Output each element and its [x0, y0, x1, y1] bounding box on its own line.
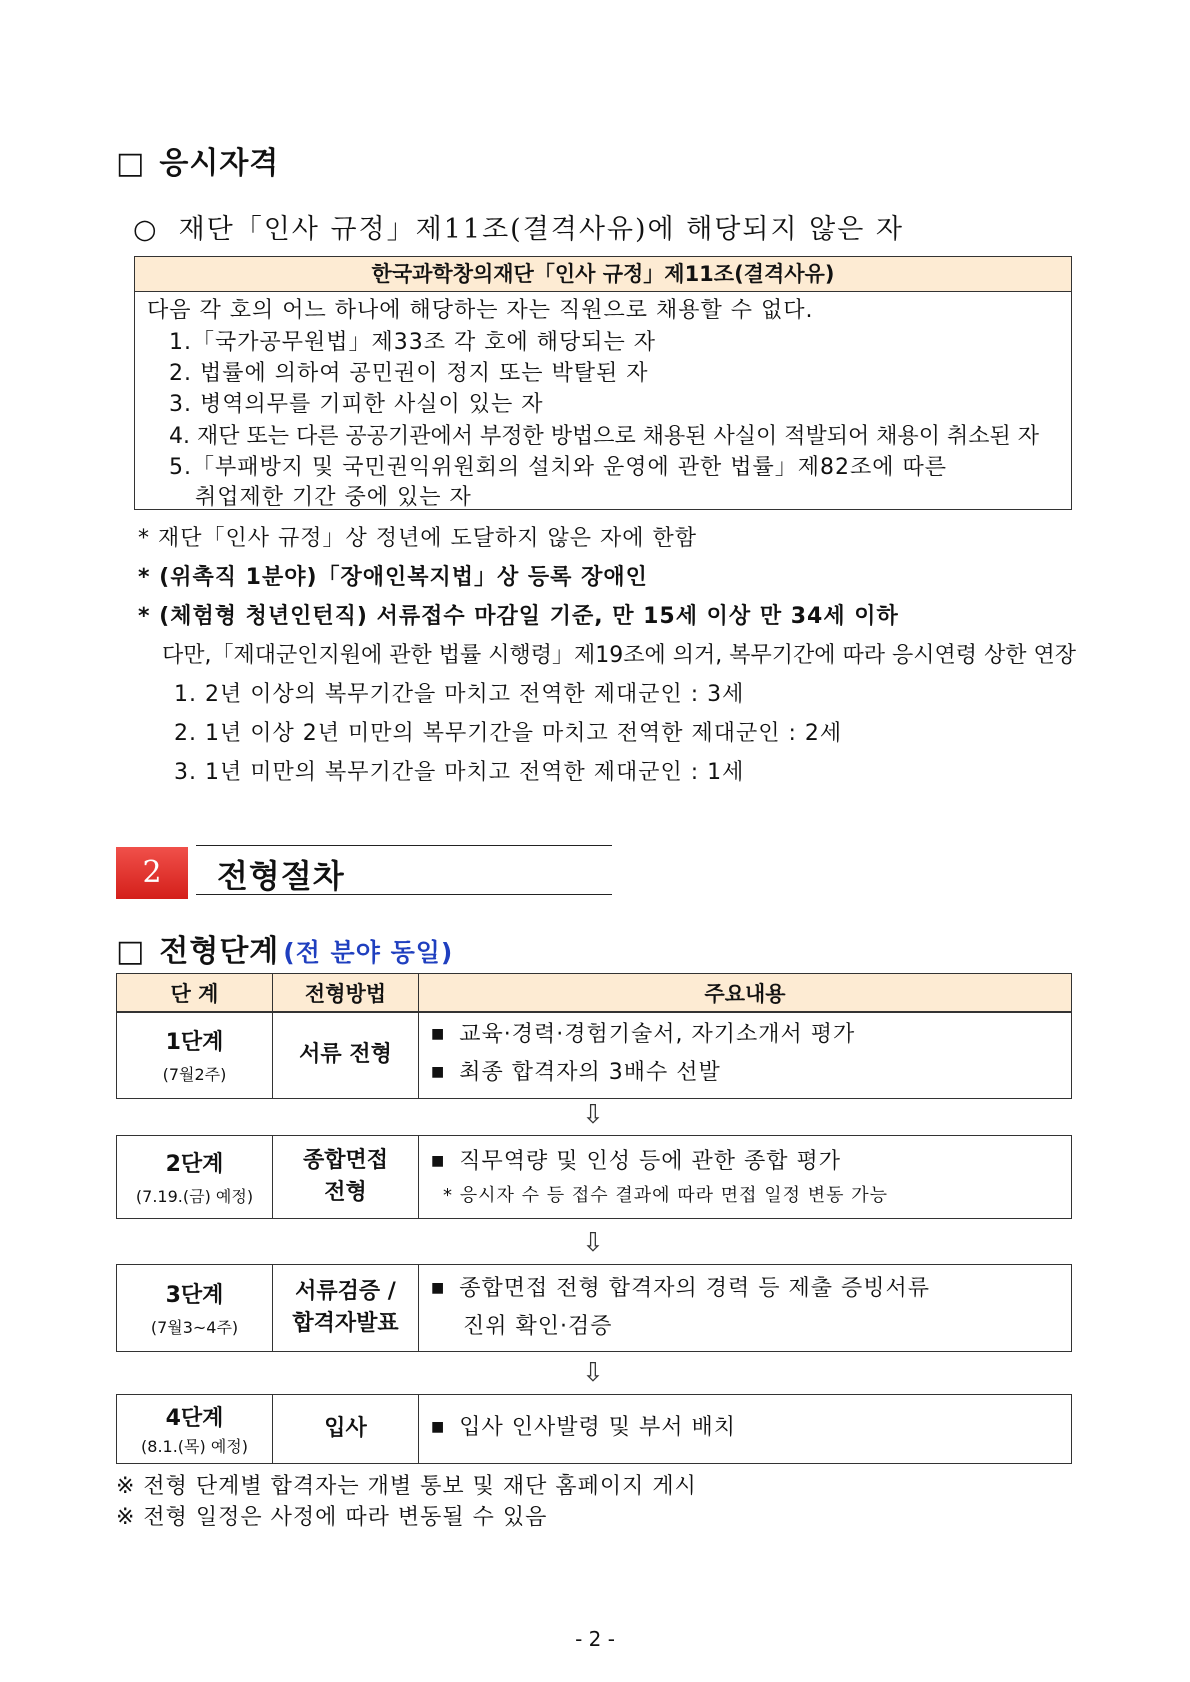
stage-name: 1단계 — [165, 1030, 224, 1055]
down-arrow-icon: ⇩ — [582, 1358, 604, 1388]
stage-date: (8.1.(목) 예정) — [141, 1437, 248, 1456]
section-rule-bottom — [196, 894, 612, 895]
page-number: - 2 - — [575, 1627, 615, 1651]
header-stage: 단 계 — [117, 974, 273, 1012]
header-method: 전형방법 — [273, 974, 419, 1012]
square-bullet-icon: ■ — [431, 1064, 446, 1080]
method-cell — [273, 1395, 419, 1463]
footnote: ※ 전형 단계별 합격자는 개별 통보 및 재단 홈페이지 게시 — [116, 1474, 697, 1499]
method-text: 합격자발표 — [292, 1311, 399, 1336]
section-title: 응시자격 — [159, 146, 280, 181]
stage-cell — [117, 1395, 273, 1463]
stage-date: (7월3~4주) — [150, 1318, 239, 1337]
square-bullet-icon: ■ — [431, 1419, 446, 1435]
stages-tag: (전 분야 동일) — [283, 938, 454, 967]
regulation-box — [134, 256, 1072, 510]
regulation-item: 5.「부패방지 및 국민권익위원회의 설치와 운영에 관한 법률」제82조에 따른 — [169, 455, 947, 480]
square-bullet-icon: ■ — [431, 1026, 446, 1042]
content-text: 최종 합격자의 3배수 선발 — [459, 1060, 721, 1085]
regulation-item: 1.「국가공무원법」제33조 각 호에 해당되는 자 — [169, 330, 656, 355]
method-cell — [273, 1136, 419, 1218]
content-text: 종합면접 전형 합격자의 경력 등 제출 증빙서류 — [459, 1276, 930, 1301]
stage-cell — [117, 1136, 273, 1218]
method-cell — [273, 1265, 419, 1351]
stage-name: 3단계 — [165, 1283, 224, 1308]
content-cell — [419, 1136, 1071, 1218]
content-text: 입사 인사발령 및 부서 배치 — [459, 1415, 736, 1440]
stage-date: (7.19.(금) 예정) — [135, 1187, 254, 1206]
stage-cell — [117, 1265, 273, 1351]
method-text: 전형 — [324, 1180, 367, 1205]
footnote: ※ 전형 일정은 사정에 따라 변동될 수 있음 — [116, 1505, 548, 1530]
content-cell — [419, 1395, 1071, 1463]
content-text: 교육·경력·경험기술서, 자기소개서 평가 — [459, 1022, 856, 1047]
method-text: 입사 — [324, 1416, 367, 1441]
regulation-item: 3. 병역의무를 기피한 사실이 있는 자 — [169, 392, 544, 417]
note-veteran-item: 3. 1년 미만의 복무기간을 마치고 전역한 제대군인 : 1세 — [174, 760, 745, 785]
note-disability: * (위촉직 1분야)「장애인복지법」상 등록 장애인 — [138, 565, 648, 590]
note-veteran-extension: 다만,「제대군인지원에 관한 법률 시행령」제19조에 의거, 복무기간에 따라 응시연령 상한 연장 — [162, 643, 1076, 668]
method-text: 서류검증 / — [295, 1279, 396, 1304]
regulation-item: 2. 법률에 의하여 공민권이 정지 또는 박탈된 자 — [169, 361, 649, 386]
stage-cell — [117, 1012, 273, 1098]
header-content: 주요내용 — [419, 974, 1071, 1012]
criterion-text: 재단「인사 규정」제11조(결격사유)에 해당되지 않은 자 — [178, 214, 904, 245]
note-veteran-item: 2. 1년 이상 2년 미만의 복무기간을 마치고 전역한 제대군인 : 2세 — [174, 721, 843, 746]
note-retirement: * 재단「인사 규정」상 정년에 도달하지 않은 자에 한함 — [138, 526, 697, 551]
criterion-line — [133, 207, 904, 246]
method-text: 종합면접 — [302, 1148, 388, 1173]
circle-bullet-icon: ○ — [133, 214, 159, 245]
checkbox-square-icon: □ — [116, 146, 146, 181]
stage-row-1 — [116, 1011, 1072, 1099]
content-note: * 응시자 수 등 접수 결과에 따라 면접 일정 변동 가능 — [443, 1185, 888, 1206]
stage-name: 4단계 — [165, 1406, 224, 1431]
stage-row-2 — [116, 1135, 1072, 1219]
square-bullet-icon: ■ — [431, 1153, 446, 1169]
section-heading-qualification — [116, 138, 279, 182]
checkbox-square-icon: □ — [116, 934, 146, 969]
section-heading-stages — [116, 926, 453, 970]
down-arrow-icon: ⇩ — [582, 1228, 604, 1258]
section-rule-top — [196, 845, 612, 846]
section-number-badge: 2 — [116, 847, 188, 899]
content-text: 직무역량 및 인성 등에 관한 종합 평가 — [459, 1149, 841, 1174]
stages-title: 전형단계 — [159, 934, 280, 969]
stage-row-3 — [116, 1264, 1072, 1352]
stage-name: 2단계 — [165, 1152, 224, 1177]
regulation-item-continued: 취업제한 기간 중에 있는 자 — [195, 485, 472, 510]
stage-table-header — [116, 973, 1072, 1013]
note-veteran-item: 1. 2년 이상의 복무기간을 마치고 전역한 제대군인 : 3세 — [174, 682, 745, 707]
method-cell — [273, 1012, 419, 1098]
stage-date: (7월2주) — [162, 1065, 227, 1084]
content-cell — [419, 1012, 1071, 1098]
note-intern-age: * (체험형 청년인턴직) 서류접수 마감일 기준, 만 15세 이상 만 34세 이하 — [138, 604, 899, 629]
content-text-continued: 진위 확인·검증 — [463, 1314, 613, 1339]
down-arrow-icon: ⇩ — [582, 1100, 604, 1130]
regulation-intro: 다음 각 호의 어느 하나에 해당하는 자는 직원으로 채용할 수 없다. — [147, 298, 814, 323]
method-text: 서류 전형 — [299, 1042, 392, 1067]
square-bullet-icon: ■ — [431, 1280, 446, 1296]
regulation-header: 한국과학창의재단「인사 규정」제11조(결격사유) — [135, 257, 1071, 292]
regulation-item: 4. 재단 또는 다른 공공기관에서 부정한 방법으로 채용된 사실이 적발되어 채용이 취소된 자 — [169, 424, 1039, 449]
stage-row-4 — [116, 1394, 1072, 1464]
content-cell — [419, 1265, 1071, 1351]
section2-title: 전형절차 — [217, 857, 345, 895]
